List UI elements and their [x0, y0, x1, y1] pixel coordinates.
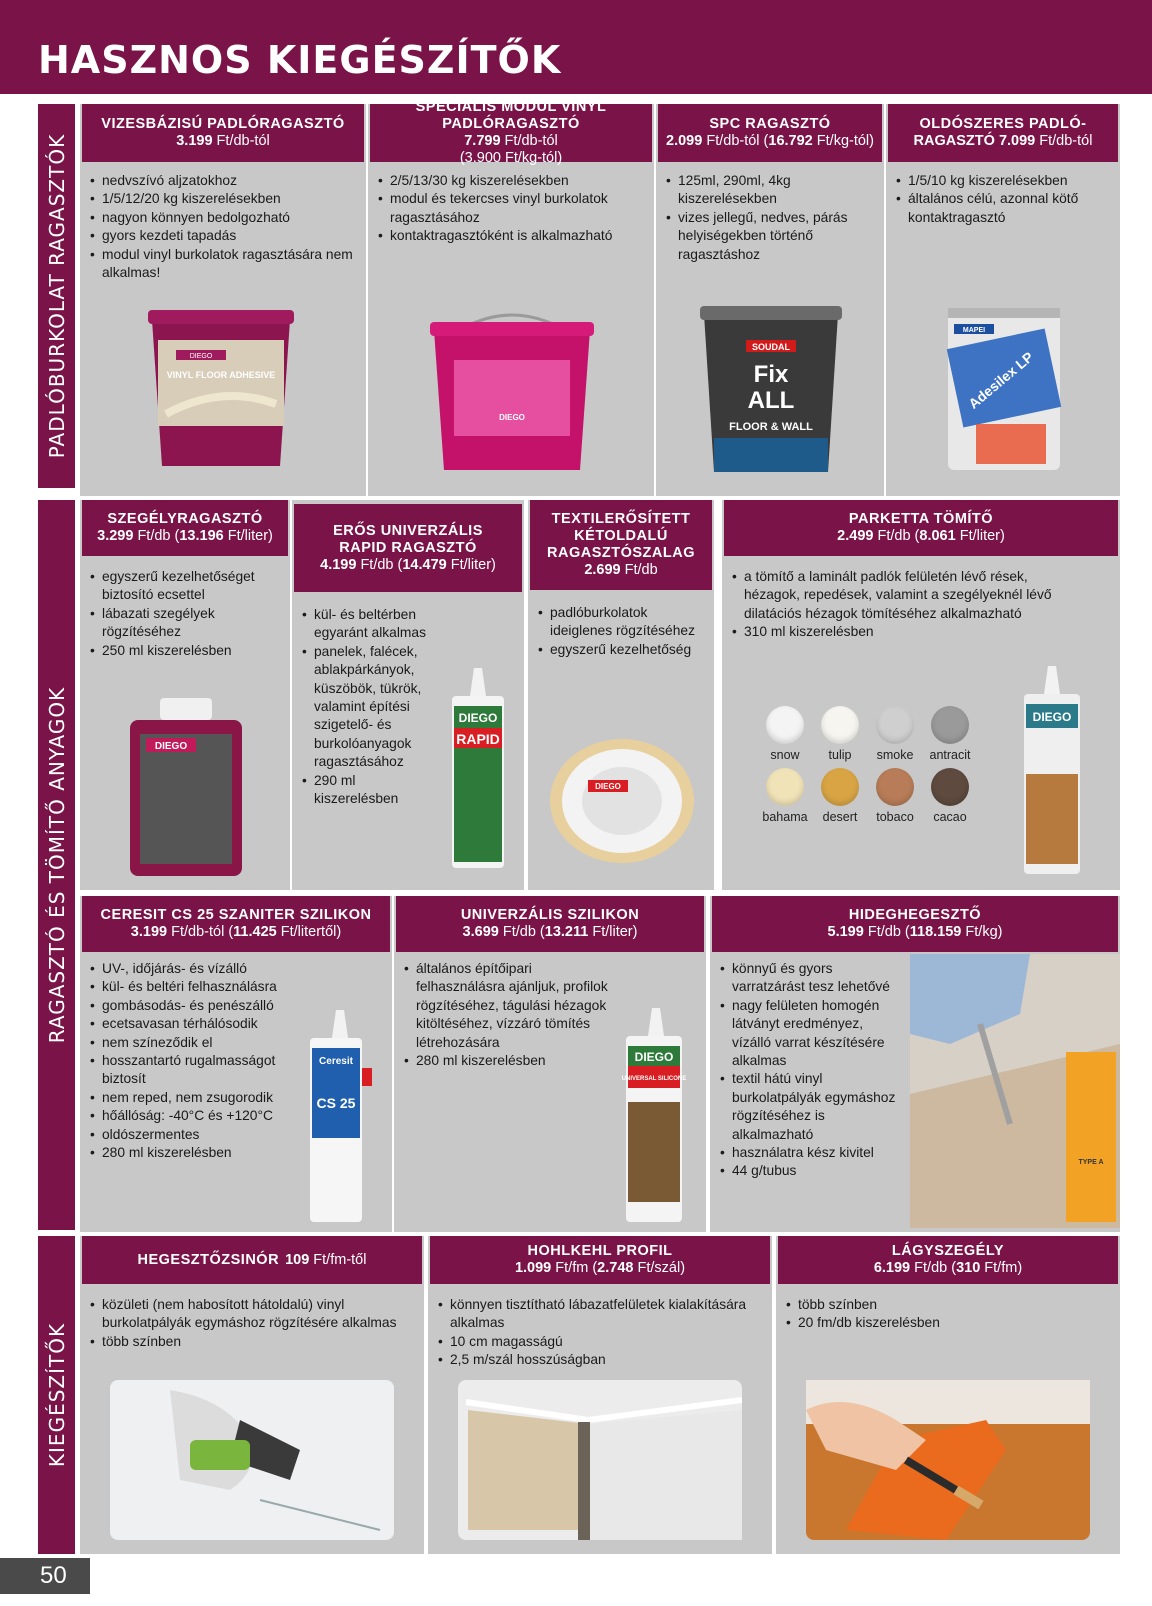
list-item: • hosszantartó rugalmasságot biztosít [90, 1052, 320, 1089]
product-card-modul-vinyl-adhesive[interactable] [368, 99, 654, 496]
list-item: • UV-, időjárás- és vízálló [90, 960, 320, 978]
product-image-universal-silicone-cartridge [616, 1006, 696, 1226]
color-swatch-label: antracit [929, 748, 971, 762]
page-title: HASZNOS KIEGÉSZÍTŐK [38, 38, 562, 82]
product-price: 4.199 Ft/db (14.479 Ft/liter) [320, 556, 496, 573]
product-image-fix-all-bucket [696, 300, 846, 476]
color-swatch-label: snow [770, 748, 800, 762]
product-card-parquet-sealant[interactable] [722, 500, 1120, 890]
list-item: • gyors kezdeti tapadás [90, 227, 360, 245]
product-card-welding-rod[interactable] [80, 1236, 424, 1554]
product-card-hohlkehl-profile[interactable] [428, 1236, 772, 1554]
brand-label: MAPEI [962, 327, 986, 334]
product-title [658, 104, 882, 162]
section-label-text: PADLÓBURKOLAT RAGASZTÓK [44, 133, 69, 459]
product-name: CERESIT CS 25 SZANITER SZILIKON [100, 907, 372, 923]
product-label: UNIVERSAL SILICONE [621, 1076, 687, 1082]
product-name: LÁGYSZEGÉLY [891, 1243, 1005, 1259]
product-price: 109 Ft/fm-től [285, 1251, 367, 1268]
color-swatch-label: smoke [876, 748, 914, 762]
product-image-spc-glue-bucket [424, 300, 600, 476]
brand-label: DIEGO [458, 711, 498, 725]
product-name: SZEGÉLYRAGASZTÓ [107, 511, 263, 527]
product-name: UNIVERZÁLIS SZILIKON [460, 907, 640, 923]
list-item: • 250 ml kiszerelésben [90, 642, 286, 660]
list-item: • nem reped, nem zsugorodik [90, 1089, 320, 1107]
product-image-adesilex-can [946, 304, 1062, 474]
list-item: • a tömítő a laminált padlók felületén lévő rések, hézagok, repedések, valamint a szegélyeknél lévő dilatációs hézagok tömítéséhez alkalmazható [732, 568, 1072, 623]
feature-list [720, 960, 900, 1181]
product-price: 2.099 Ft/db-tól (16.792 Ft/kg-tól) [666, 133, 874, 149]
feature-list [786, 1296, 1106, 1333]
product-price: 3.699 Ft/db (13.211 Ft/liter) [462, 924, 638, 940]
list-item: • 20 fm/db kiszerelésben [786, 1314, 1106, 1332]
feature-list [438, 1296, 758, 1370]
product-image-soft-edge-photo [806, 1380, 1090, 1540]
product-card-spc-adhesive[interactable] [656, 104, 884, 496]
feature-list [90, 172, 360, 282]
list-item: • hőállóság: -40°C és +120°C [90, 1107, 320, 1125]
product-image-welding-rod-photo [110, 1380, 394, 1540]
list-item: • 1/5/10 kg kiszerelésekben [896, 172, 1114, 190]
product-price: 2.499 Ft/db (8.061 Ft/liter) [837, 528, 1005, 544]
product-title [530, 500, 712, 590]
product-title [82, 896, 390, 952]
list-item: • kül- és beltéri felhasználásra [90, 978, 320, 996]
product-image-ceresit-cartridge [300, 1008, 380, 1226]
feature-list [90, 960, 320, 1162]
feature-list [732, 568, 1072, 642]
product-card-double-sided-tape[interactable] [528, 500, 714, 890]
section-label-accessories [38, 1236, 75, 1554]
product-label: ALL [747, 387, 795, 414]
list-item: • ecetsavasan térhálósodik [90, 1015, 320, 1033]
product-price: 2.699 Ft/db [584, 562, 658, 578]
list-item: • modul és tekercses vinyl burkolatok ragasztásához [378, 190, 648, 227]
list-item: • nedvszívó aljzatokhoz [90, 172, 360, 190]
product-image-edge-adhesive-can [126, 694, 246, 878]
list-item: • nagy felületen homogén látványt eredményez, vízálló varrat készítésére alkalmas [720, 997, 900, 1071]
product-title [294, 504, 522, 592]
list-item: • gombásodás- és penészálló [90, 997, 320, 1015]
product-title [82, 1236, 422, 1284]
product-card-soft-edge[interactable] [776, 1236, 1120, 1554]
color-swatch-snow [766, 706, 804, 744]
product-title [82, 500, 288, 556]
list-item: • oldószermentes [90, 1126, 320, 1144]
product-label: TYPE A [1078, 1159, 1104, 1166]
list-item: • vizes jellegű, nedves, párás helyiségekben történő ragasztáshoz [666, 209, 878, 264]
color-swatch-tobaco [876, 768, 914, 806]
product-image-cold-welding-photo [910, 954, 1120, 1228]
color-swatch-label: tobaco [876, 810, 914, 824]
product-name: HOHLKEHL PROFIL [527, 1243, 673, 1259]
list-item: • nagyon könnyen bedolgozható [90, 209, 360, 227]
feature-list [90, 1296, 410, 1351]
product-price: RAGASZTÓ 7.099 Ft/db-tól [913, 133, 1093, 149]
page-number: 50 [0, 1558, 90, 1594]
list-item: • több színben [786, 1296, 1106, 1314]
product-price: 7.799 Ft/db-tól [464, 133, 558, 149]
product-card-cold-welding[interactable] [710, 896, 1120, 1232]
list-item: • 44 g/tubus [720, 1162, 900, 1180]
list-item: • 10 cm magasságú [438, 1333, 758, 1351]
list-item: • kül- és beltérben egyaránt alkalmas [302, 606, 442, 643]
product-title [370, 99, 652, 166]
list-item: • 125ml, 290ml, 4kg kiszerelésekben [666, 172, 878, 209]
brand-label: DIEGO [499, 413, 525, 422]
product-card-ceresit-cs25[interactable] [80, 896, 392, 1232]
list-item: • közületi (nem habosított hátoldalú) vinyl burkolatpályák egymáshoz rögzítésére alkalmas [90, 1296, 410, 1333]
product-price: 3.299 Ft/db (13.196 Ft/liter) [97, 528, 273, 544]
list-item: • lábazati szegélyek rögzítéséhez [90, 605, 286, 642]
product-price: 3.199 Ft/db-tól [176, 133, 270, 149]
brand-label: DIEGO [1032, 710, 1072, 724]
feature-list [666, 172, 878, 264]
list-item: • padlóburkolatok ideiglenes rögzítéséhez [538, 604, 710, 641]
product-label: FLOOR & WALL [729, 421, 813, 433]
product-label: VINYL FLOOR ADHESIVE [166, 370, 276, 380]
product-name: HIDEGHEGESZTŐ [848, 907, 982, 923]
feature-list [404, 960, 624, 1070]
product-image-vinyl-floor-adhesive-bucket [146, 304, 296, 474]
list-item: • nem színeződik el [90, 1034, 320, 1052]
color-swatch-label: tulip [828, 748, 852, 762]
list-item: • kontaktragasztóként is alkalmazható [378, 227, 648, 245]
feature-list [90, 568, 286, 660]
color-swatch-desert [821, 768, 859, 806]
list-item: • könnyű és gyors varratzárást tesz lehetővé [720, 960, 900, 997]
product-card-edge-adhesive[interactable] [80, 500, 290, 890]
brand-label: DIEGO [595, 782, 621, 791]
color-swatch-label: bahama [762, 810, 808, 824]
list-item: • egyszerű kezelhetőség [538, 641, 710, 659]
product-image-tape-roll [548, 736, 696, 866]
product-name: PARKETTA TÖMÍTŐ [848, 511, 994, 527]
page-header [0, 0, 1152, 94]
product-name: HEGESZTŐZSINÓR [137, 1251, 280, 1268]
product-label: RAPID [456, 731, 500, 747]
product-price: 5.199 Ft/db (118.159 Ft/kg) [827, 924, 1003, 940]
product-price: 6.199 Ft/db (310 Ft/fm) [873, 1260, 1023, 1276]
product-name: TEXTILERŐSÍTETT [551, 511, 691, 527]
list-item: • használatra kész kivitel [720, 1144, 900, 1162]
product-card-solvent-adhesive[interactable] [886, 104, 1120, 496]
feature-list [896, 172, 1114, 227]
product-title [724, 500, 1118, 556]
section-label-adhesives-sealants [38, 500, 75, 1230]
product-label: CS 25 [316, 1095, 356, 1111]
section-label-text: KIEGÉSZÍTŐK [44, 1322, 69, 1468]
list-item: • könnyen tisztítható lábazatfelületek kialakítására alkalmas [438, 1296, 758, 1333]
product-title [712, 896, 1118, 952]
list-item: • 310 ml kiszerelésben [732, 623, 1072, 641]
list-item: • általános építőipari felhasználásra ajánljuk, profilok rögzítéséhez, tágulási hézagok kitöltéséhez, vízzáró tömítés létrehozására [404, 960, 624, 1052]
list-item: • 280 ml kiszerelésben [90, 1144, 320, 1162]
product-label: Fix [753, 361, 789, 388]
product-name-line2: KÉTOLDALÚ [574, 528, 668, 544]
list-item: • 2/5/13/30 kg kiszerelésekben [378, 172, 648, 190]
list-item: • egyszerű kezelhetőséget biztosító ecsettel [90, 568, 286, 605]
product-name: VIZESBÁZISÚ PADLÓRAGASZTÓ [101, 116, 345, 132]
product-name-line2: RAPID RAGASZTÓ [339, 539, 477, 556]
section-label-floor-adhesives [38, 104, 75, 488]
product-price: 3.199 Ft/db-tól (11.425 Ft/litertől) [130, 924, 342, 940]
product-name: SPC RAGASZTÓ [709, 116, 831, 132]
product-name-line3: RAGASZTÓSZALAG [547, 545, 695, 561]
color-swatch-smoke [876, 706, 914, 744]
brand-label: DIEGO [189, 353, 213, 360]
color-swatch-cacao [931, 768, 969, 806]
product-name: OLDÓSZERES PADLÓ- [919, 116, 1087, 132]
brand-label: SOUDAL [752, 342, 790, 352]
brand-label: DIEGO [634, 1050, 674, 1064]
feature-list [302, 606, 442, 808]
product-image-hohlkehl-profile-photo [458, 1380, 742, 1540]
product-label: Adesilex LP [965, 348, 1037, 412]
product-image-parquet-sealant-cartridge [1012, 664, 1092, 878]
color-swatch-tulip [821, 706, 859, 744]
list-item: • 290 ml kiszerelésben [302, 772, 442, 809]
color-swatch-antracit [931, 706, 969, 744]
color-swatch-label: desert [822, 810, 858, 824]
product-title [430, 1236, 770, 1284]
product-name: SPECIÁLIS MODUL VINYL PADLÓRAGASZTÓ [415, 99, 607, 132]
section-label-text: RAGASZTÓ ÉS TÖMÍTŐ ANYAGOK [44, 686, 69, 1044]
product-name: ERŐS UNIVERZÁLIS [333, 522, 483, 539]
product-unit-price: (3.900 Ft/kg-tól) [459, 150, 563, 166]
list-item: • 1/5/12/20 kg kiszerelésekben [90, 190, 360, 208]
product-image-rapid-cartridge [442, 666, 518, 872]
feature-list [378, 172, 648, 246]
product-title [778, 1236, 1118, 1284]
list-item: • 280 ml kiszerelésben [404, 1052, 624, 1070]
brand-label: Ceresit [319, 1056, 353, 1067]
product-card-water-based-adhesive[interactable] [80, 104, 366, 496]
product-card-universal-silicone[interactable] [394, 896, 706, 1232]
brand-label: DIEGO [154, 741, 188, 752]
color-swatch-bahama [766, 768, 804, 806]
feature-list [538, 604, 710, 659]
list-item: • általános célú, azonnal kötő kontaktragasztó [896, 190, 1114, 227]
list-item: • panelek, falécek, ablakpárkányok, küszöbök, tükrök, valamint építési szigetelő- és burkolóanyagok ragasztásához [302, 643, 442, 772]
list-item: • több színben [90, 1333, 410, 1351]
product-title [82, 104, 364, 162]
product-card-rapid-adhesive[interactable] [292, 500, 524, 890]
product-price: 1.099 Ft/fm (2.748 Ft/szál) [514, 1260, 686, 1276]
color-swatch-label: cacao [933, 810, 967, 824]
list-item: • modul vinyl burkolatok ragasztására nem alkalmas! [90, 246, 360, 283]
product-title [888, 104, 1118, 162]
product-title [396, 896, 704, 952]
list-item: • 2,5 m/szál hosszúságban [438, 1351, 758, 1369]
list-item: • textil hátú vinyl burkolatpályák egymáshoz rögzítéséhez is alkalmazható [720, 1070, 900, 1144]
